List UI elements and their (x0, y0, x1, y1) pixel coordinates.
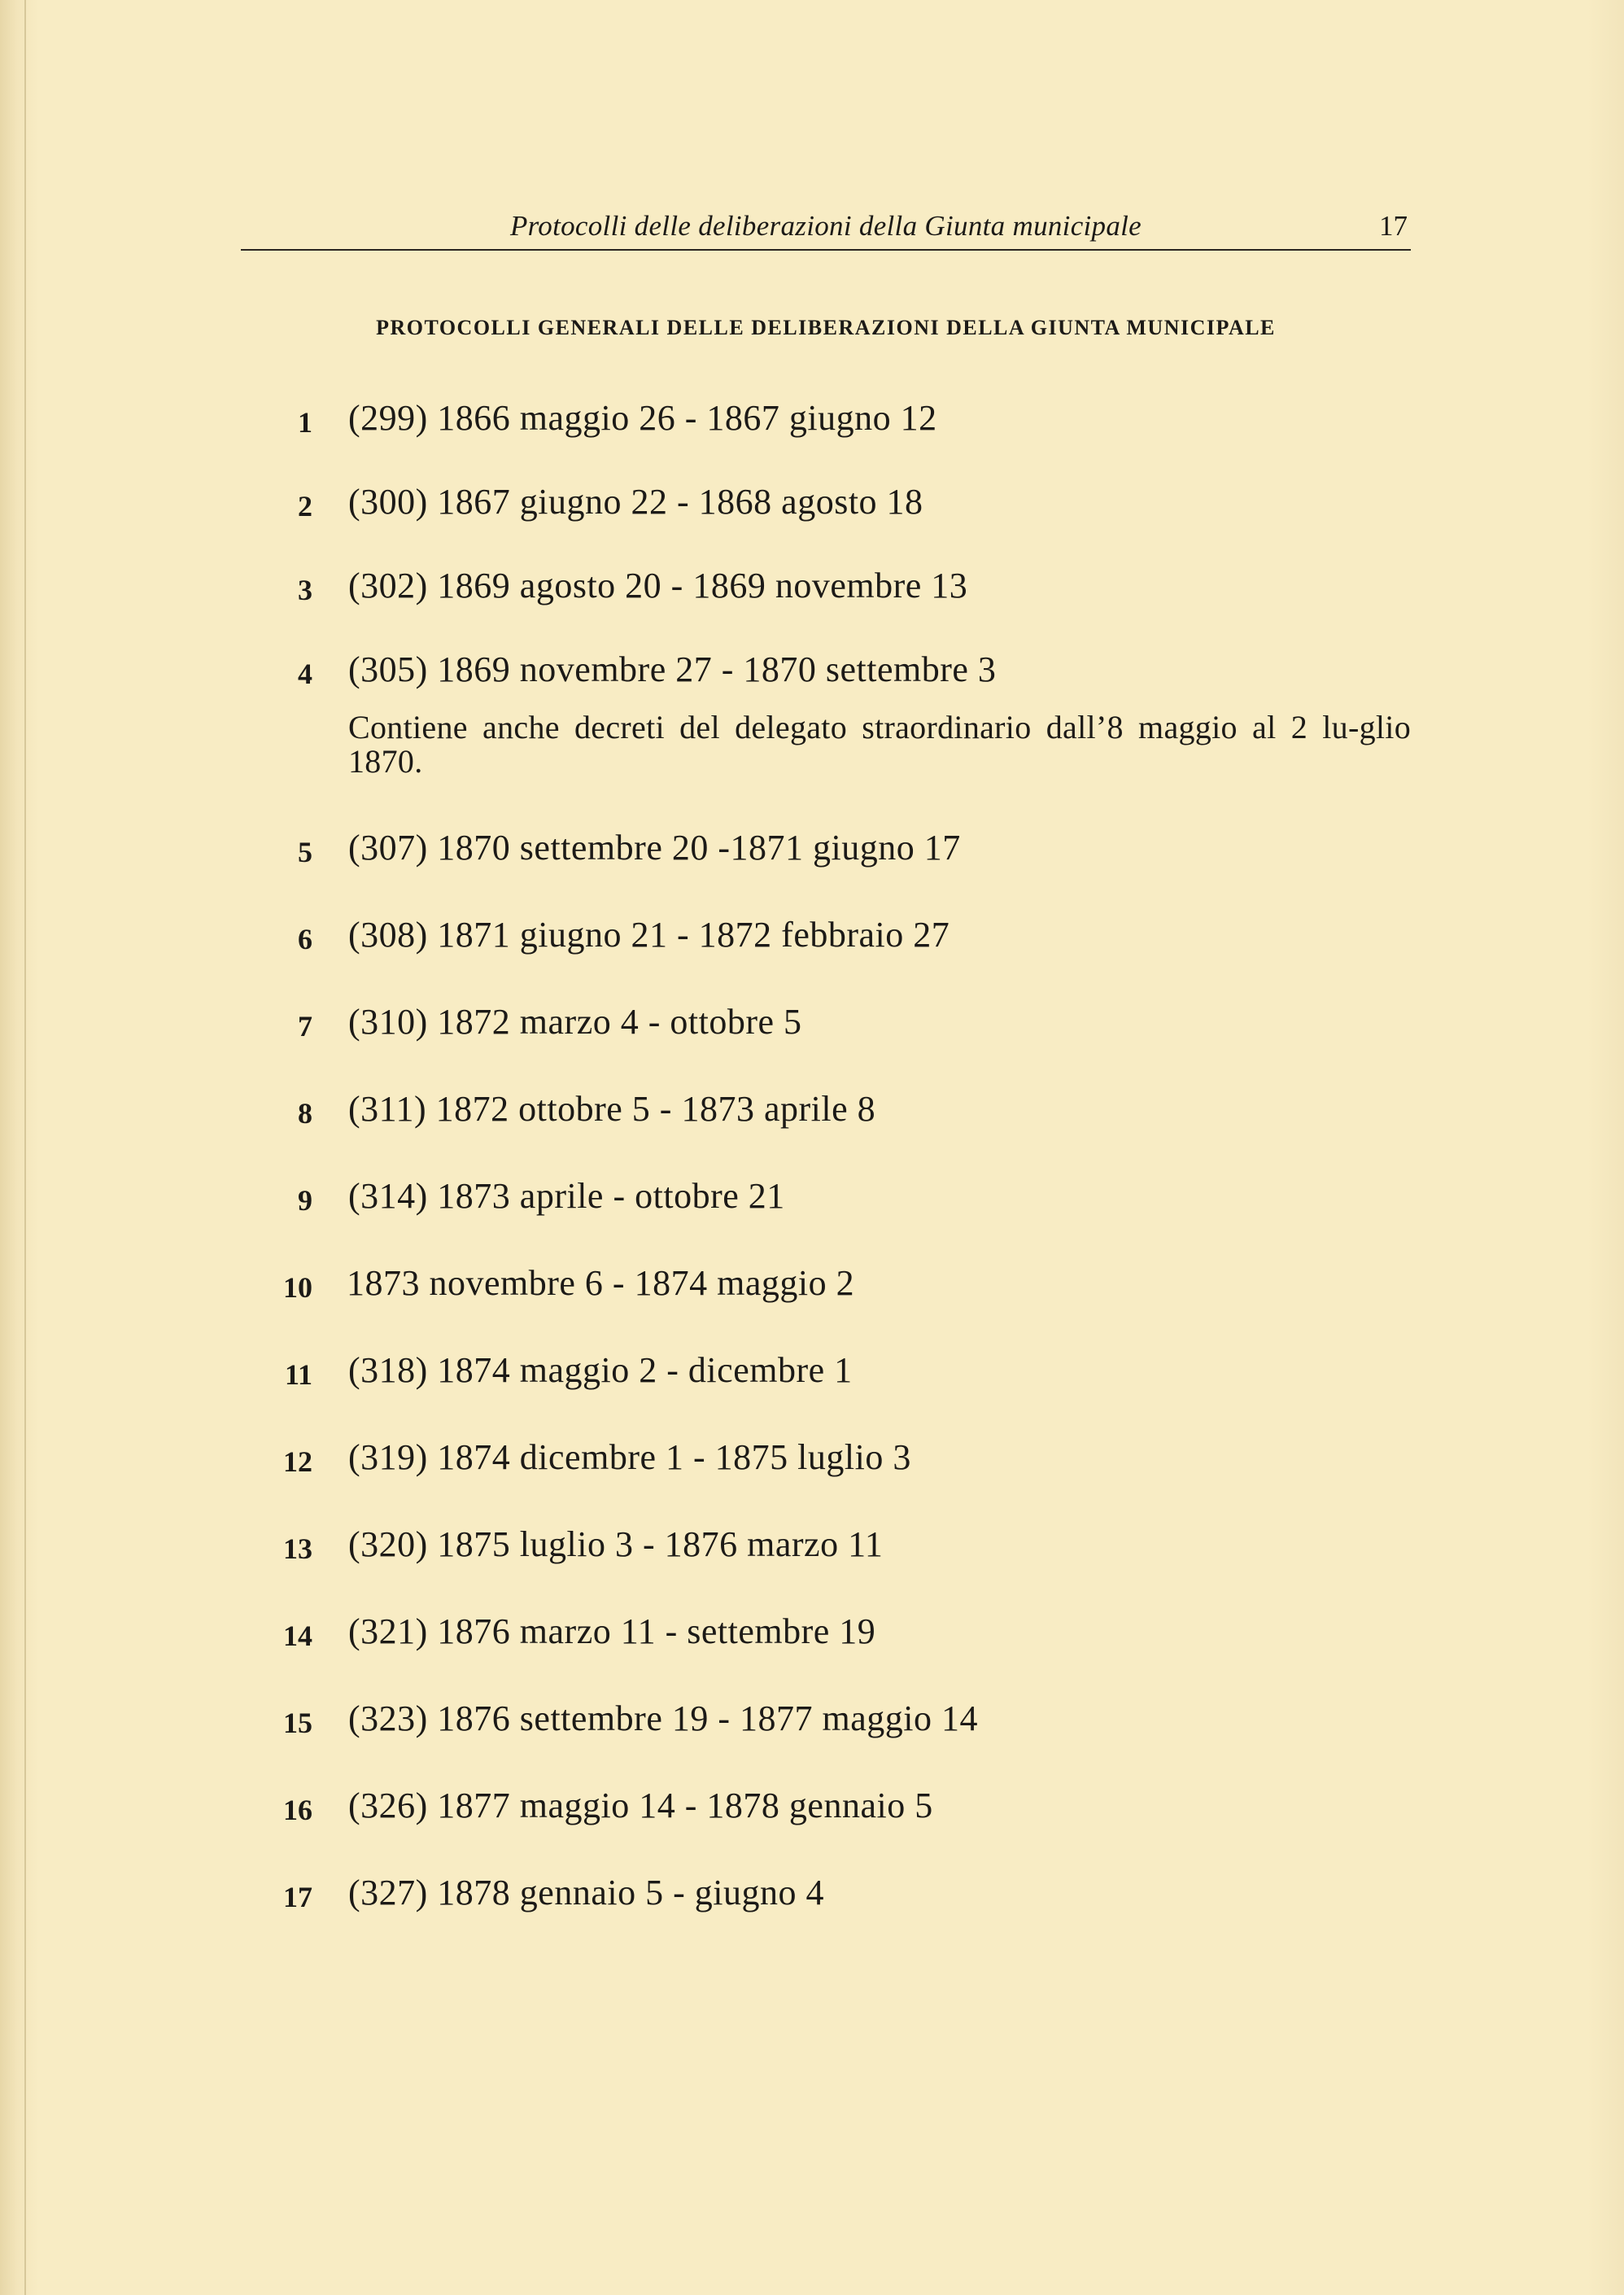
header-rule (241, 249, 1411, 251)
entry-text: (321) 1876 marzo 11 - settembre 19 (348, 1611, 876, 1651)
entry-number: 17 (283, 1881, 312, 1913)
entry-text: (319) 1874 dicembre 1 - 1875 luglio 3 (348, 1437, 911, 1477)
entry-number: 13 (283, 1532, 312, 1565)
running-title: Protocolli delle deliberazioni della Giunta municipale (509, 210, 1142, 242)
entry-text: (299) 1866 maggio 26 - 1867 giugno 12 (348, 398, 937, 438)
entry-number: 15 (283, 1707, 312, 1739)
entry-text: (310) 1872 marzo 4 - ottobre 5 (348, 1002, 802, 1042)
running-header (241, 210, 1411, 251)
entry-text: (300) 1867 giugno 22 - 1868 agosto 18 (348, 482, 923, 522)
entry-number: 5 (298, 836, 312, 868)
entry-number: 14 (283, 1620, 312, 1652)
entry-text: 1873 novembre 6 - 1874 maggio 2 (347, 1263, 855, 1303)
page-number: 17 (1379, 210, 1408, 242)
entry-text: (326) 1877 maggio 14 - 1878 gennaio 5 (348, 1786, 933, 1825)
entry-number: 7 (298, 1010, 312, 1043)
entry-text: (311) 1872 ottobre 5 - 1873 aprile 8 (348, 1089, 876, 1129)
entry-text: (320) 1875 luglio 3 - 1876 marzo 11 (348, 1524, 884, 1564)
entry-text: (327) 1878 gennaio 5 - giugno 4 (348, 1873, 824, 1912)
entry-number: 6 (298, 923, 312, 955)
entry-text: (305) 1869 novembre 27 - 1870 settembre 3 (348, 649, 997, 689)
entry-text: (302) 1869 agosto 20 - 1869 novembre 13 (348, 566, 968, 605)
entry-number: 11 (284, 1358, 312, 1391)
entry-text: (323) 1876 settembre 19 - 1877 maggio 14 (348, 1698, 978, 1738)
entry-number: 12 (283, 1445, 312, 1478)
binding-edge (24, 0, 26, 2295)
entry-text: (307) 1870 settembre 20 -1871 giugno 17 (348, 828, 961, 868)
entry-number: 4 (298, 658, 312, 690)
entry-number: 1 (298, 406, 312, 439)
section-heading: PROTOCOLLI GENERALI DELLE DELIBERAZIONI DELLA GIUNTA MUNICIPALE (376, 316, 1276, 339)
entry-number: 9 (298, 1184, 312, 1217)
entry-number: 16 (283, 1794, 312, 1826)
entry-text: (308) 1871 giugno 21 - 1872 febbraio 27 (348, 915, 950, 955)
entry-number: 2 (298, 490, 312, 522)
entry-text: (314) 1873 aprile - ottobre 21 (348, 1176, 785, 1216)
entry-number: 3 (298, 574, 312, 606)
entry-number: 8 (298, 1097, 312, 1130)
entry-note: Contiene anche decreti del delegato straordinario dall’8 maggio al 2 lu-glio 1870. (348, 709, 1411, 780)
entry-text: (318) 1874 maggio 2 - dicembre 1 (348, 1350, 853, 1390)
entry-number: 10 (283, 1271, 312, 1304)
